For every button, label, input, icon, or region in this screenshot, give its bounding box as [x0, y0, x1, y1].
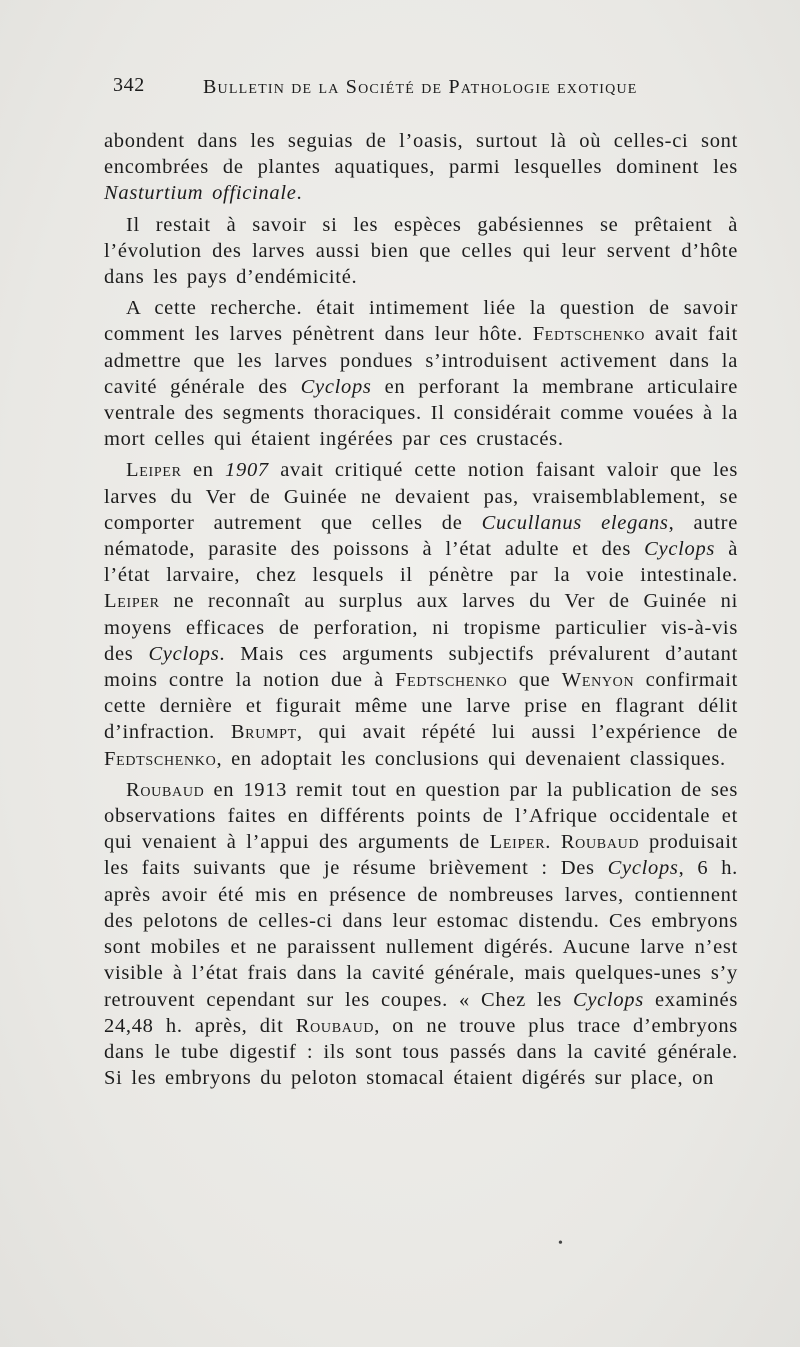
author-name: Leiper: [126, 459, 182, 482]
author-name: Fedtschenko: [104, 747, 217, 770]
text-run: en: [181, 459, 226, 482]
text-run: que: [507, 669, 562, 692]
author-name: Roubaud: [126, 778, 205, 801]
text-run: avait critiqué cette notion faisant valoir que les larves du Ver de Guinée ne devaient pas, vraisemblablement, se comporter autrement que celles de: [104, 459, 738, 534]
running-header: [113, 70, 753, 106]
text-run: .: [545, 831, 561, 854]
paragraph: [104, 212, 738, 291]
author-name: Roubaud: [295, 1014, 375, 1037]
paragraph: [104, 777, 738, 1091]
italic-term: 1907: [225, 459, 269, 482]
text-run: avait fait admettre que les larves pondues s’introduisent activement dans la cavité générale des: [104, 323, 738, 398]
text-run: ne reconnaît au surplus aux larves du Ver de Guinée ni moyens efficaces de perforation, ni tropisme particulier vis-à-vis des: [104, 590, 738, 665]
author-name: Roubaud: [560, 831, 640, 854]
paragraph: [104, 128, 738, 207]
text-run: , on ne trouve plus trace d’embryons dans le tube digestif : ils sont tous passés dans la cavité générale. Si les embryons du peloton stomacal étaient digérés sur place, on: [104, 1014, 738, 1090]
italic-term: Nasturtium officinale: [104, 182, 297, 205]
page-number: 342: [113, 74, 145, 96]
body-text: [104, 128, 738, 1096]
text-run: . Mais ces arguments subjectifs prévalurent d’autant moins contre la notion due à: [104, 642, 738, 692]
author-name: Brumpt: [230, 721, 297, 744]
italic-term: Cyclops: [644, 538, 716, 561]
running-title: Bulletin de la Société de Pathologie exotique: [203, 76, 638, 98]
paragraph: [104, 457, 738, 771]
text-run: , 6 h. après avoir été mis en présence de nombreuses larves, contiennent des pelotons de celles-ci dans leur estomac distendu. Ces embryons sont mobiles et ne paraissent nullement digérés. Aucune larve n’est visible à l’état frais dans la cavité générale, mais quelques-unes s’y retrouvent cependant sur les coupes. « Chez les: [104, 857, 739, 1011]
author-name: Leiper: [489, 831, 546, 854]
italic-term: Cyclops: [607, 857, 679, 880]
text-run: à l’état larvaire, chez lesquels il pénètre par la voie intestinale.: [104, 538, 739, 587]
italic-term: Cucullanus elegans: [481, 511, 669, 534]
paragraph: [104, 295, 738, 452]
italic-term: Cyclops: [572, 988, 644, 1011]
text-run: , en adoptait les conclusions qui devenaient classiques.: [216, 747, 726, 770]
text-run: abondent dans les seguias de l’oasis, surtout là où celles-ci sont encombrées de plantes aquatiques, parmi lesquelles dominent les: [104, 130, 738, 179]
text-run: A cette recherche. était intimement liée la question de savoir comment les larves pénètrent dans leur hôte.: [104, 297, 738, 346]
italic-term: Cyclops: [300, 375, 372, 398]
text-run: Il restait à savoir si les espèces gabésiennes se prêtaient à l’évolution des larves aussi bien que celles qui leur servent d’hôte dans les pays d’endémicité.: [104, 213, 738, 289]
author-name: Fedtschenko: [532, 323, 646, 346]
text-run: produisait les faits suivants que je résume brièvement : Des: [104, 831, 738, 880]
text-run: , qui avait répété lui aussi l’expérience de: [296, 721, 738, 744]
author-name: Wenyon: [561, 669, 635, 692]
stray-ink-mark: •: [558, 1236, 563, 1251]
text-run: en 1913 remit tout en question par la publication de ses observations faites en différents points de l’Afrique occidentale et qui venaient à l’appui des arguments de: [104, 778, 738, 854]
text-run: examinés 24,48 h. après, dit: [104, 988, 738, 1037]
text-run: .: [296, 182, 303, 205]
author-name: Leiper: [104, 590, 160, 613]
text-run: en perforant la membrane articulaire ventrale des segments thoraciques. Il considérait comme vouées à la mort celles qui étaient ingérées par ces crustacés.: [104, 375, 738, 451]
text-run: confirmait cette dernière et figurait même une larve prise en flagrant délit d’infraction.: [104, 669, 738, 744]
text-run: , autre nématode, parasite des poissons à l’état adulte et des: [104, 511, 738, 561]
author-name: Fedtschenko: [395, 669, 508, 692]
italic-term: Cyclops: [148, 642, 220, 665]
